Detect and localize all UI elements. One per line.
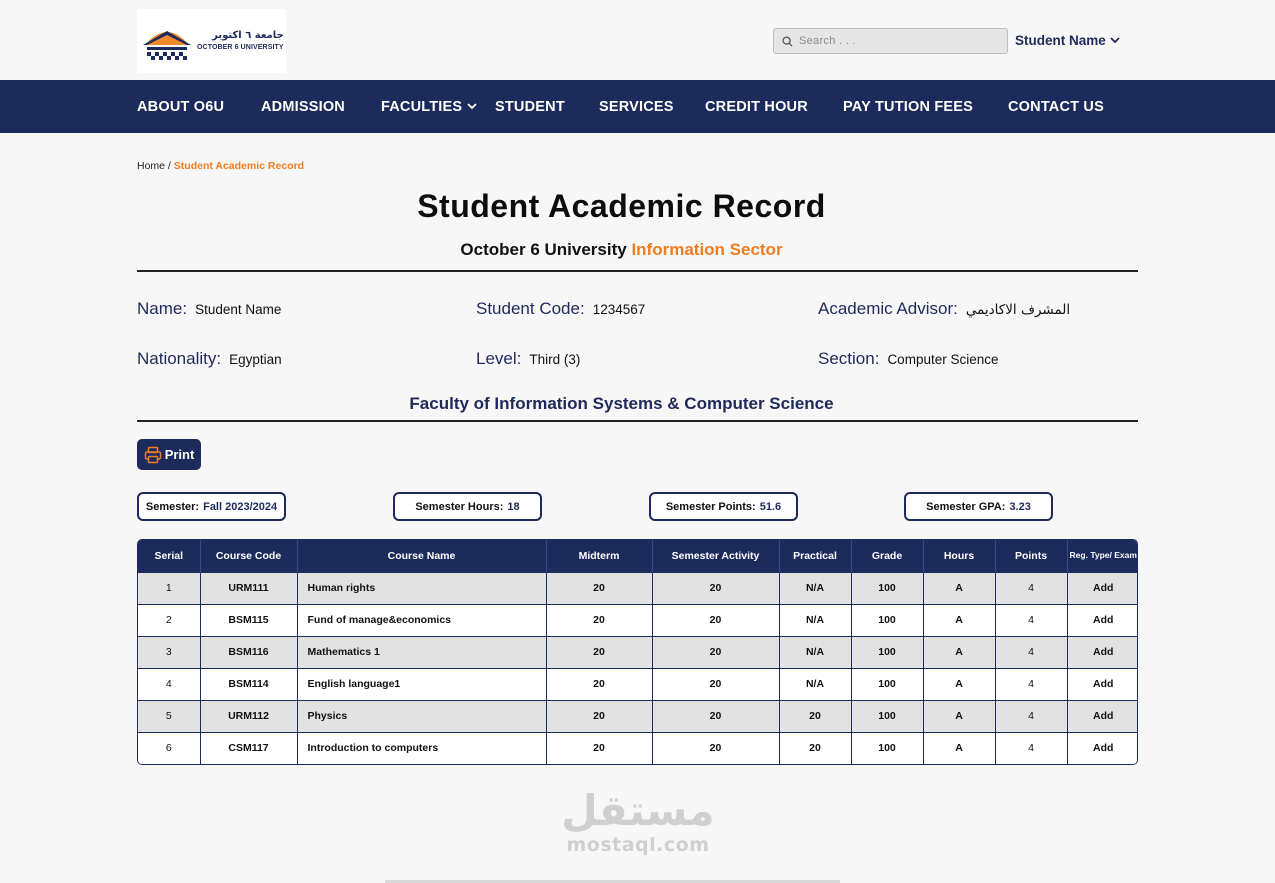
cell-activity: 20 (652, 572, 779, 604)
semester-label: Semester: (145, 500, 200, 513)
gpa-label: Semester GPA: (926, 500, 1006, 513)
section-label: Section: (818, 349, 880, 368)
col-header: Grade (851, 540, 923, 572)
breadcrumb-current: Student Academic Record (173, 160, 305, 172)
cell-points: 4 (995, 700, 1067, 732)
watermark-arabic: مستقل (561, 786, 715, 835)
cell-practical: N/A (779, 604, 851, 636)
nationality-field (137, 349, 282, 369)
hours-value: 18 (507, 500, 520, 513)
cell-reg-type: Add (1067, 732, 1138, 764)
col-header: Course Code (200, 540, 297, 572)
search-icon (782, 36, 793, 47)
cell-serial: 5 (138, 700, 200, 732)
code-value: 1234567 (592, 302, 646, 317)
cell-midterm: 20 (546, 700, 652, 732)
cell-hours: A (923, 636, 995, 668)
table-row (138, 700, 1138, 732)
gpa-value: 3.23 (1009, 500, 1031, 513)
cell-code: BSM115 (200, 604, 297, 636)
nationality-label: Nationality: (137, 349, 222, 368)
cell-course-name: Introduction to computers (297, 732, 546, 764)
cell-course-name: Mathematics 1 (297, 636, 546, 668)
name-label: Name: (137, 299, 188, 318)
printer-icon (144, 446, 162, 464)
cell-activity: 20 (652, 604, 779, 636)
logo-english-text: OCTOBER 6 UNIVERSITY (197, 44, 284, 51)
cell-reg-type: Add (1067, 572, 1138, 604)
page-title: Student Academic Record (417, 188, 826, 224)
semester-value: Fall 2023/2024 (203, 500, 278, 513)
cell-hours: A (923, 604, 995, 636)
watermark (558, 786, 718, 856)
advisor-field (818, 299, 1070, 319)
cell-midterm: 20 (546, 732, 652, 764)
col-header: Hours (923, 540, 995, 572)
cell-activity: 20 (652, 668, 779, 700)
cell-practical: 20 (779, 732, 851, 764)
cell-serial: 4 (138, 668, 200, 700)
col-header: Course Name (297, 540, 546, 572)
cell-activity: 20 (652, 732, 779, 764)
cell-grade: 100 (851, 700, 923, 732)
cell-points: 4 (995, 668, 1067, 700)
cell-code: CSM117 (200, 732, 297, 764)
points-value: 51.6 (759, 500, 782, 513)
cell-hours: A (923, 732, 995, 764)
nav-faculties[interactable] (381, 80, 477, 133)
cell-grade: 100 (851, 668, 923, 700)
breadcrumb-home[interactable]: Home (137, 160, 166, 172)
table-header-row (138, 540, 1138, 572)
nav-about[interactable]: ABOUT O6U (137, 98, 225, 115)
section-value: Computer Science (887, 352, 999, 367)
cell-reg-type: Add (1067, 668, 1138, 700)
table-row (138, 668, 1138, 700)
cell-points: 4 (995, 572, 1067, 604)
faculty-title: Faculty of Information Systems & Computer Science (409, 394, 834, 413)
table-row (138, 572, 1138, 604)
nav-student[interactable]: STUDENT (495, 98, 565, 115)
divider (137, 270, 1138, 272)
cell-practical: 20 (779, 700, 851, 732)
courses-table (137, 539, 1138, 765)
cell-course-name: English language1 (297, 668, 546, 700)
cell-course-name: Fund of manage&economics (297, 604, 546, 636)
level-label: Level: (476, 349, 522, 368)
col-header: Serial (138, 540, 200, 572)
col-header: Semester Activity (652, 540, 779, 572)
cell-points: 4 (995, 604, 1067, 636)
points-pill (649, 492, 798, 521)
cell-grade: 100 (851, 732, 923, 764)
search-box[interactable] (773, 28, 1008, 54)
col-header: Practical (779, 540, 851, 572)
student-code-field (476, 299, 645, 319)
cell-reg-type: Add (1067, 604, 1138, 636)
cell-code: BSM114 (200, 668, 297, 700)
logo-arabic-text: جامعة ٦ اكتوبر (212, 30, 284, 41)
university-logo[interactable] (137, 9, 286, 73)
cell-grade: 100 (851, 572, 923, 604)
cell-points: 4 (995, 732, 1067, 764)
semester-pill (137, 492, 286, 521)
hours-pill (393, 492, 542, 521)
user-name: Student Name (1015, 33, 1106, 48)
divider (137, 420, 1138, 422)
logo-emblem-icon (141, 17, 193, 65)
cell-course-name: Human rights (297, 572, 546, 604)
subtitle-sector: Information Sector (631, 240, 783, 259)
cell-serial: 6 (138, 732, 200, 764)
cell-reg-type: Add (1067, 636, 1138, 668)
advisor-label: Academic Advisor: (818, 299, 958, 318)
code-label: Student Code: (476, 299, 585, 318)
search-input[interactable] (799, 35, 999, 47)
main-navbar (0, 80, 1275, 133)
subtitle-university: October 6 University (460, 240, 627, 259)
section-field (818, 349, 999, 369)
user-menu[interactable] (1015, 33, 1120, 48)
col-header: Reg. Type/ Exam (1067, 540, 1138, 572)
cell-midterm: 20 (546, 668, 652, 700)
cell-code: URM112 (200, 700, 297, 732)
advisor-value: المشرف الاكاديمي (965, 302, 1071, 318)
level-field (476, 349, 580, 369)
cell-hours: A (923, 668, 995, 700)
cell-activity: 20 (652, 636, 779, 668)
cell-grade: 100 (851, 636, 923, 668)
cell-hours: A (923, 700, 995, 732)
nav-credit-hour[interactable]: CREDIT HOUR (705, 98, 808, 115)
cell-hours: A (923, 572, 995, 604)
cell-practical: N/A (779, 572, 851, 604)
nav-pay-fees[interactable]: PAY TUTION FEES (843, 98, 974, 115)
table-row (138, 732, 1138, 764)
cell-serial: 2 (138, 604, 200, 636)
watermark-english: mostaql.com (566, 834, 710, 856)
hours-label: Semester Hours: (415, 500, 504, 513)
top-header (0, 0, 1275, 80)
nav-faculties-label: FACULTIES (381, 98, 463, 115)
table-row (138, 604, 1138, 636)
nav-contact[interactable]: CONTACT US (1008, 98, 1104, 115)
breadcrumb-separator: / (165, 160, 174, 172)
breadcrumb (137, 160, 304, 172)
print-button[interactable] (137, 439, 201, 470)
cell-midterm: 20 (546, 636, 652, 668)
chevron-down-icon (467, 103, 477, 110)
cell-activity: 20 (652, 700, 779, 732)
nav-services[interactable]: SERVICES (599, 98, 674, 115)
chevron-down-icon (1110, 37, 1120, 44)
col-header: Points (995, 540, 1067, 572)
cell-reg-type: Add (1067, 700, 1138, 732)
page-subtitle (0, 240, 1243, 260)
cell-grade: 100 (851, 604, 923, 636)
nationality-value: Egyptian (229, 352, 282, 367)
gpa-pill (904, 492, 1053, 521)
cell-serial: 3 (138, 636, 200, 668)
cell-code: BSM116 (200, 636, 297, 668)
cell-practical: N/A (779, 668, 851, 700)
student-name-field (137, 299, 281, 319)
cell-code: URM111 (200, 572, 297, 604)
cell-serial: 1 (138, 572, 200, 604)
name-value: Student Name (195, 302, 282, 317)
col-header: Midterm (546, 540, 652, 572)
cell-midterm: 20 (546, 572, 652, 604)
points-label: Semester Points: (665, 500, 756, 513)
cell-midterm: 20 (546, 604, 652, 636)
print-label: Print (164, 447, 195, 462)
cell-points: 4 (995, 636, 1067, 668)
cell-course-name: Physics (297, 700, 546, 732)
cell-practical: N/A (779, 636, 851, 668)
nav-admission[interactable]: ADMISSION (261, 98, 345, 115)
level-value: Third (3) (529, 352, 581, 367)
table-row (138, 636, 1138, 668)
